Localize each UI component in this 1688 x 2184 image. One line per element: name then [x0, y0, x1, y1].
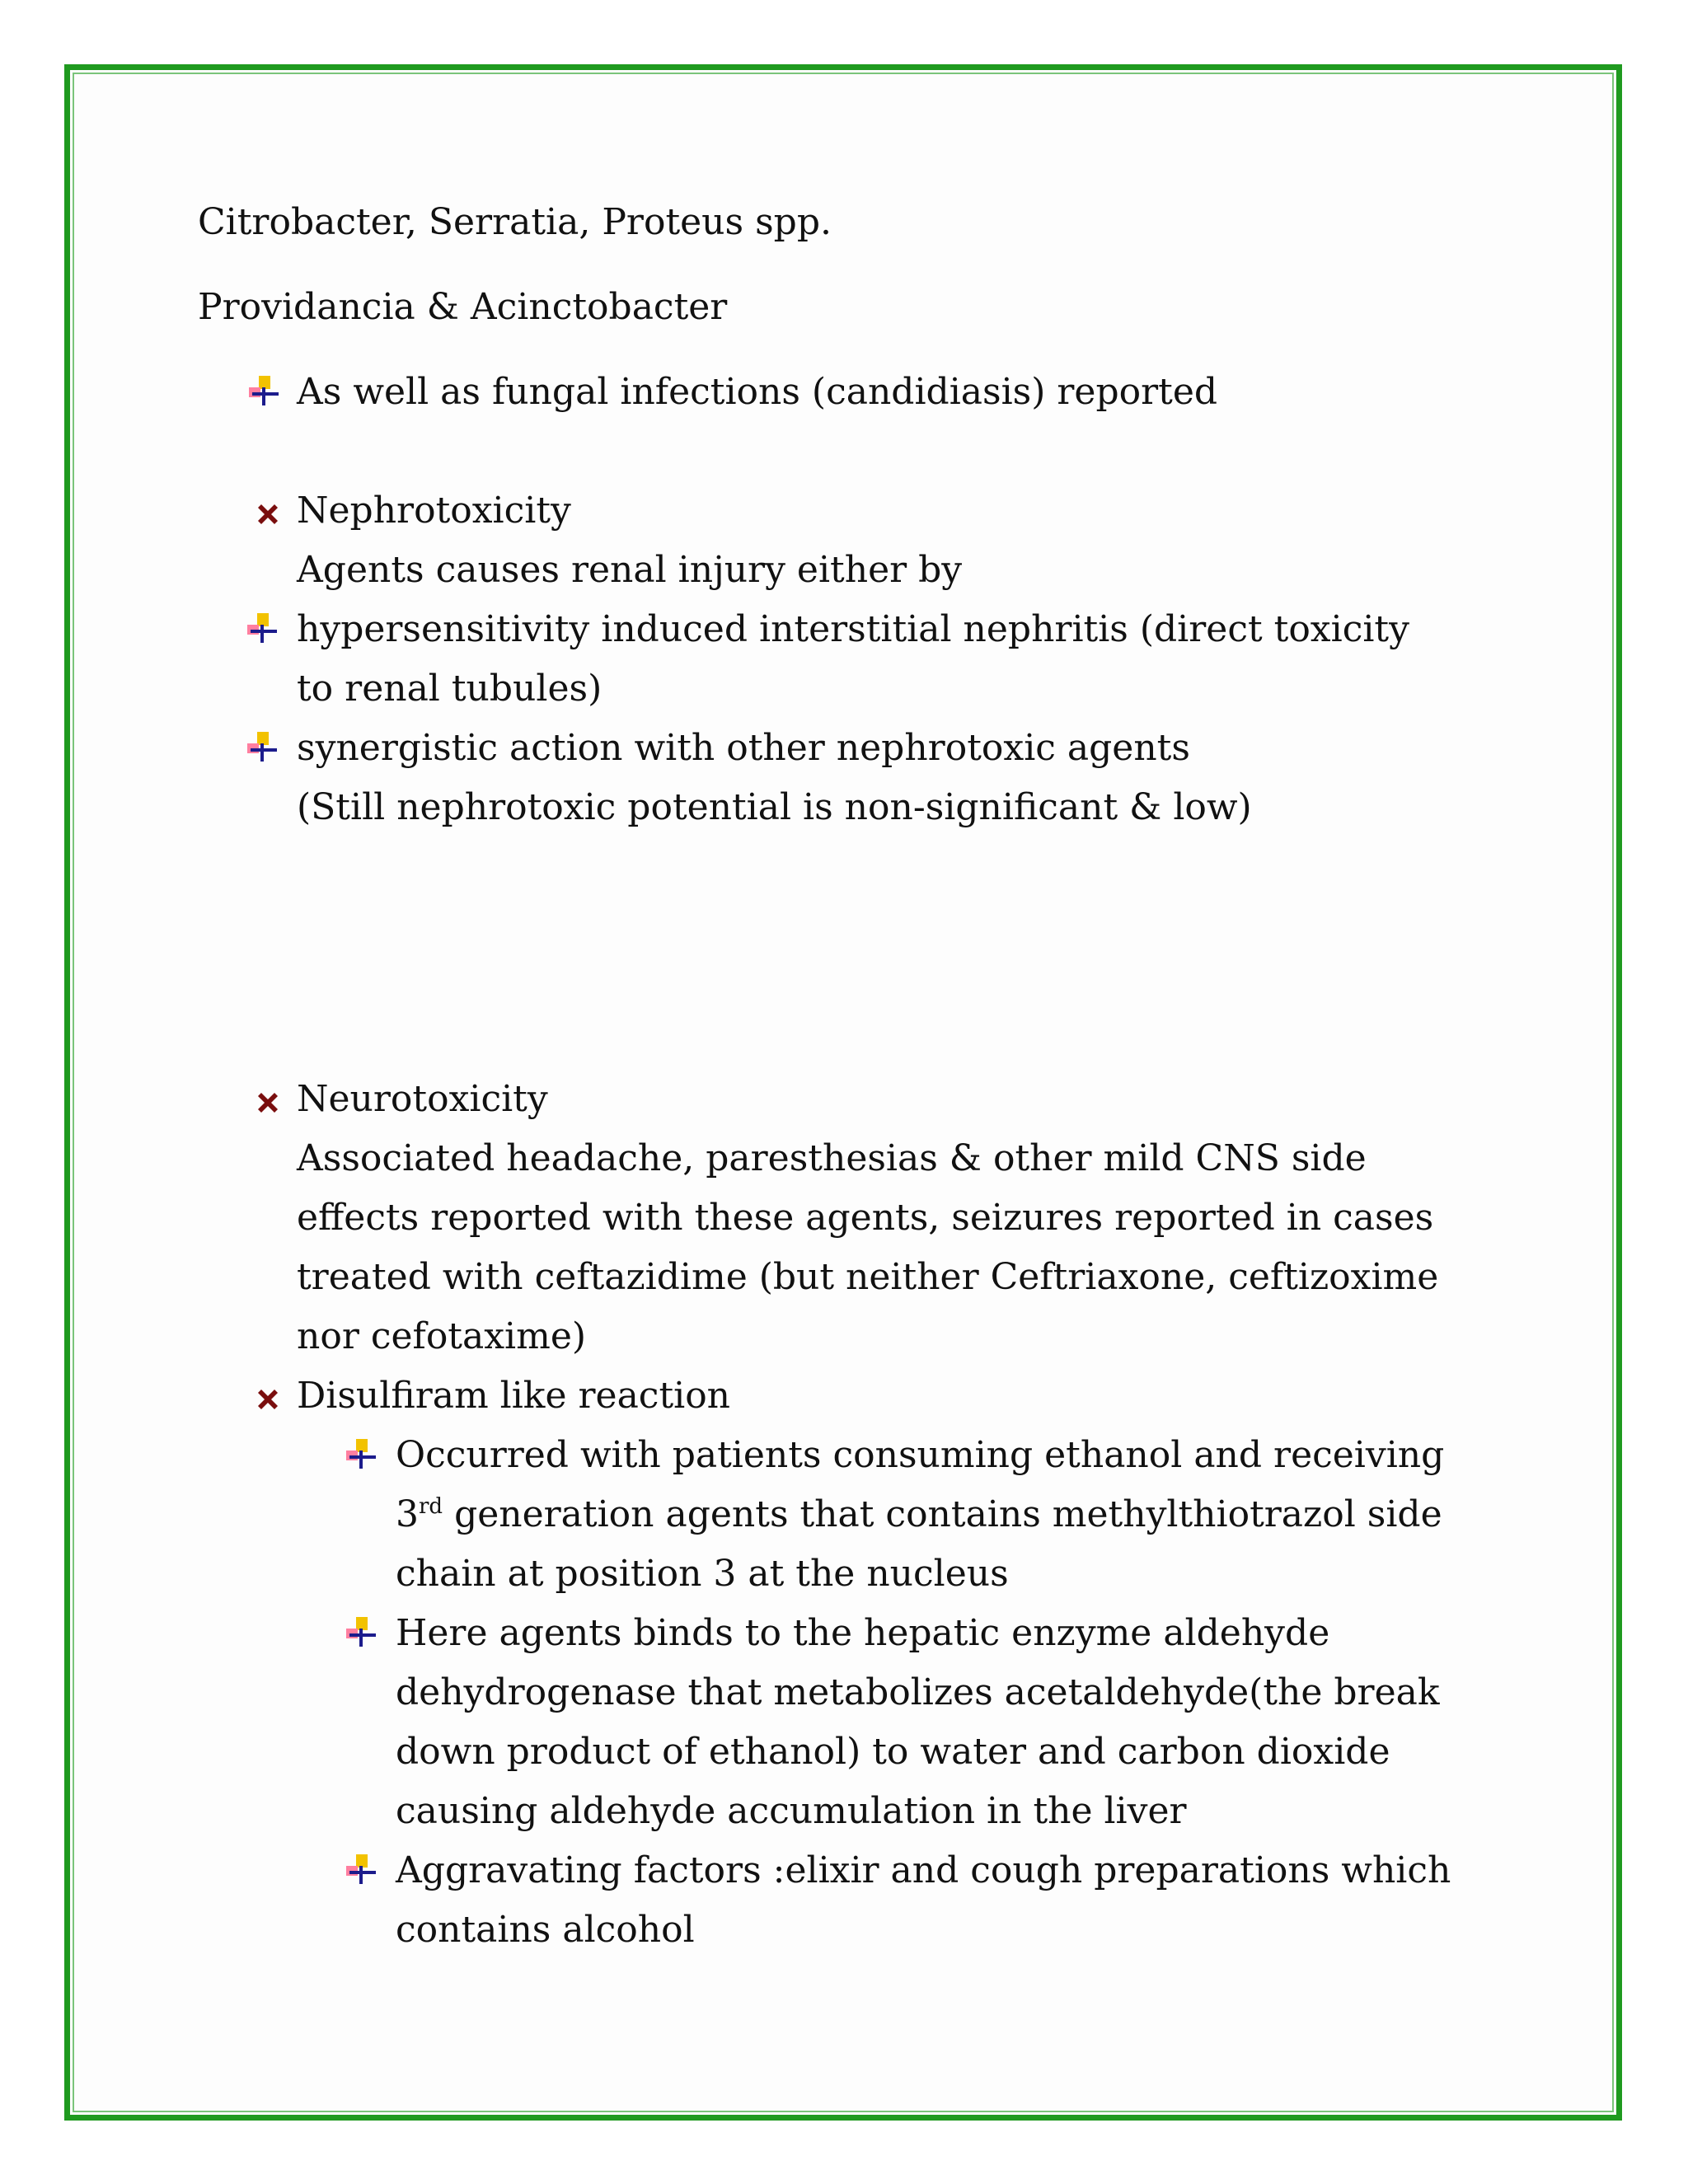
neurotoxicity-body-line-2: effects reported with these agents, seizures reported in cases: [297, 1197, 1434, 1239]
plus-cross-bullet-icon: [345, 1853, 377, 1886]
plus-cross-bullet-icon: [345, 1615, 377, 1648]
x-mark-bullet-icon: [254, 1385, 282, 1413]
disulfiram-heading: Disulfiram like reaction: [297, 1375, 731, 1417]
x-mark-bullet-icon: [254, 1089, 282, 1117]
neurotoxicity-body-line-4: nor cefotaxime): [297, 1315, 587, 1357]
disulfiram-item-2-line-2: dehydrogenase that metabolizes acetaldehyde(the break: [396, 1671, 1440, 1713]
disulfiram-item-1-line-1: Occurred with patients consuming ethanol and receiving: [396, 1434, 1445, 1476]
nephro-note: (Still nephrotoxic potential is non-significant & low): [297, 786, 1252, 828]
plus-cross-bullet-icon: [247, 374, 280, 407]
intro-line-1: Citrobacter, Serratia, Proteus spp.: [198, 201, 832, 243]
nephrotoxicity-lead: Agents causes renal injury either by: [297, 549, 963, 591]
plus-cross-bullet-icon: [345, 1437, 377, 1470]
disulfiram-item-1-line-3: chain at position 3 at the nucleus: [396, 1553, 1009, 1595]
x-mark-bullet-icon: [254, 500, 282, 528]
disulfiram-item-2-line-3: down product of ethanol) to water and carbon dioxide: [396, 1731, 1390, 1773]
plus-cross-bullet-icon: [246, 612, 279, 644]
nephrotoxicity-heading: Nephrotoxicity: [297, 490, 571, 532]
neurotoxicity-body-line-3: treated with ceftazidime (but neither Ceftriaxone, ceftizoxime: [297, 1256, 1439, 1298]
disulfiram-item-1-line-2: [396, 1493, 1442, 1536]
neurotoxicity-heading: Neurotoxicity: [297, 1078, 548, 1120]
fungal-infections-item: As well as fungal infections (candidiasis) reported: [297, 371, 1218, 413]
plus-cross-bullet-icon: [246, 730, 279, 763]
generation-number: 3: [396, 1493, 419, 1535]
nephro-item-synergistic: synergistic action with other nephrotoxic agents: [297, 727, 1190, 769]
nephro-item-hypersensitivity-line-1: hypersensitivity induced interstitial nephritis (direct toxicity: [297, 608, 1409, 650]
disulfiram-item-2-line-1: Here agents binds to the hepatic enzyme aldehyde: [396, 1612, 1330, 1654]
disulfiram-item-3-line-2: contains alcohol: [396, 1909, 695, 1951]
generation-text: generation agents that contains methylthiotrazol side: [443, 1493, 1442, 1535]
intro-line-2: Providancia & Acinctobacter: [198, 286, 728, 328]
disulfiram-item-2-line-4: causing aldehyde accumulation in the liver: [396, 1790, 1187, 1832]
ordinal-suffix: rd: [419, 1494, 443, 1519]
nephro-item-hypersensitivity-line-2: to renal tubules): [297, 668, 603, 710]
disulfiram-item-3-line-1: Aggravating factors :elixir and cough preparations which: [396, 1849, 1451, 1891]
neurotoxicity-body-line-1: Associated headache, paresthesias & other mild CNS side: [297, 1137, 1367, 1179]
